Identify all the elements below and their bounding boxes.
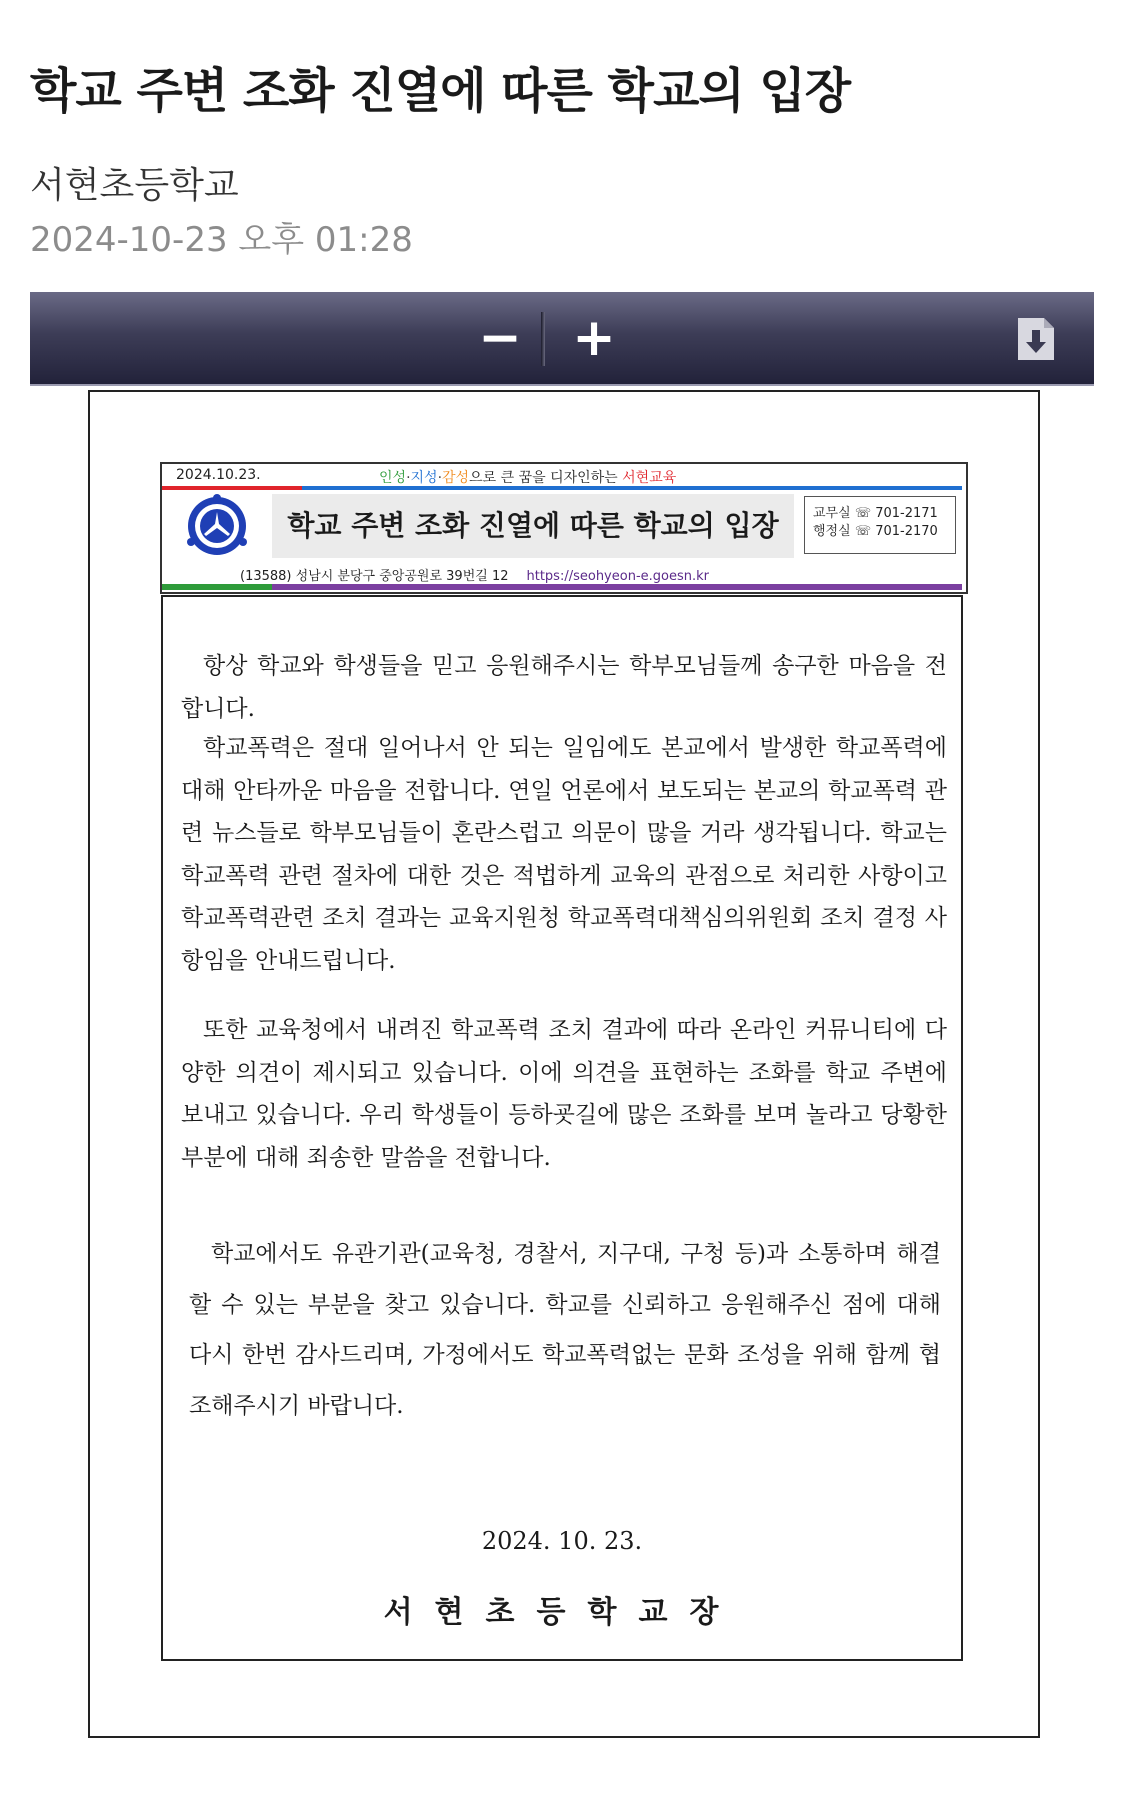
zoom-out-button[interactable]: − xyxy=(478,308,522,368)
zoom-in-button[interactable]: + xyxy=(572,308,616,368)
phone-icon: ☏ xyxy=(854,506,872,521)
letter-paragraph xyxy=(181,645,947,730)
letter-body xyxy=(161,595,963,1661)
contact-row xyxy=(813,505,955,523)
toolbar-divider xyxy=(541,312,545,366)
letter-paragraph xyxy=(189,1229,941,1431)
contact-row xyxy=(813,523,955,541)
paragraph-text: 항상 학교와 학생들을 믿고 응원해주시는 학부모님들께 송구한 마음을 전합니다. xyxy=(181,653,947,722)
letterhead-slogan xyxy=(379,467,676,487)
slogan-word-2: 지성 xyxy=(410,470,438,486)
letterhead xyxy=(160,462,968,594)
contact-number: 701-2170 xyxy=(875,524,938,539)
post-author[interactable]: 서현초등학교 xyxy=(30,165,239,206)
signature-principal: 서현초등학교장 xyxy=(383,1595,741,1630)
document-viewer[interactable] xyxy=(88,390,1040,1738)
letterhead-address-line xyxy=(240,565,709,584)
school-logo-icon xyxy=(182,494,252,558)
signature-date: 2024. 10. 23. xyxy=(481,1527,643,1555)
download-icon[interactable] xyxy=(1016,316,1056,362)
phone-icon: ☏ xyxy=(854,524,872,539)
contact-dept: 행정실 xyxy=(813,524,851,539)
contact-dept: 교무실 xyxy=(813,506,851,521)
slogan-word-3: 감성 xyxy=(442,470,470,486)
viewer-toolbar xyxy=(30,292,1094,386)
slogan-word-1: 인성 xyxy=(379,470,407,486)
slogan-separator-2: · xyxy=(437,470,443,486)
post-title: 학교 주변 조화 진열에 따른 학교의 입장 xyxy=(30,63,851,119)
paragraph-text: 학교에서도 유관기관(교육청, 경찰서, 지구대, 구청 등)과 소통하며 해결할 수 있는 부분을 찾고 있습니다. 학교를 신뢰하고 응원해주신 점에 대해 다시 한번 감사드리며, 가정에서도 학교폭력없는 문화 조성을 위해 함께 협조해주시기 바랍니다. xyxy=(189,1241,941,1419)
school-address: (13588) 성남시 분당구 중앙공원로 39번길 12 xyxy=(240,569,509,584)
post-date: 2024-10-23 오후 01:28 xyxy=(30,220,413,260)
letterhead-contacts xyxy=(804,496,956,554)
letterhead-top-stripe xyxy=(162,486,966,490)
letter-paragraph xyxy=(181,727,947,982)
letterhead-title: 학교 주변 조화 진열에 따른 학교의 입장 xyxy=(272,494,794,558)
slogan-rest: 으로 큰 꿈을 디자인하는 xyxy=(469,470,623,486)
letter-paragraph xyxy=(181,1009,947,1179)
school-url-link[interactable]: https://seohyeon-e.goesn.kr xyxy=(526,569,709,584)
contact-number: 701-2171 xyxy=(875,506,938,521)
slogan-word-4: 서현교육 xyxy=(622,470,677,486)
slogan-separator-1: · xyxy=(406,470,411,486)
letterhead-bottom-stripe xyxy=(162,584,966,590)
letterhead-date: 2024.10.23. xyxy=(176,467,261,483)
paragraph-text: 또한 교육청에서 내려진 학교폭력 조치 결과에 따라 온라인 커뮤니티에 다양한 의견이 제시되고 있습니다. 이에 의견을 표현하는 조화를 학교 주변에 보내고 있습니다. 우리 학생들이 등하굣길에 많은 조화를 보며 놀라고 당황한 부분에 대해 죄송한 말씀을 전합니다. xyxy=(181,1017,947,1171)
paragraph-text: 학교폭력은 절대 일어나서 안 되는 일임에도 본교에서 발생한 학교폭력에 대해 안타까운 마음을 전합니다. 연일 언론에서 보도되는 본교의 학교폭력 관련 뉴스들로 학부모님들이 혼란스럽고 의문이 많을 거라 생각됩니다. 학교는 학교폭력 관련 절차에 대한 것은 적법하게 교육의 관점으로 처리한 사항이고 학교폭력관련 조치 결과는 교육지원청 학교폭력대책심의위원회 조치 결정 사항임을 안내드립니다. xyxy=(181,735,947,974)
